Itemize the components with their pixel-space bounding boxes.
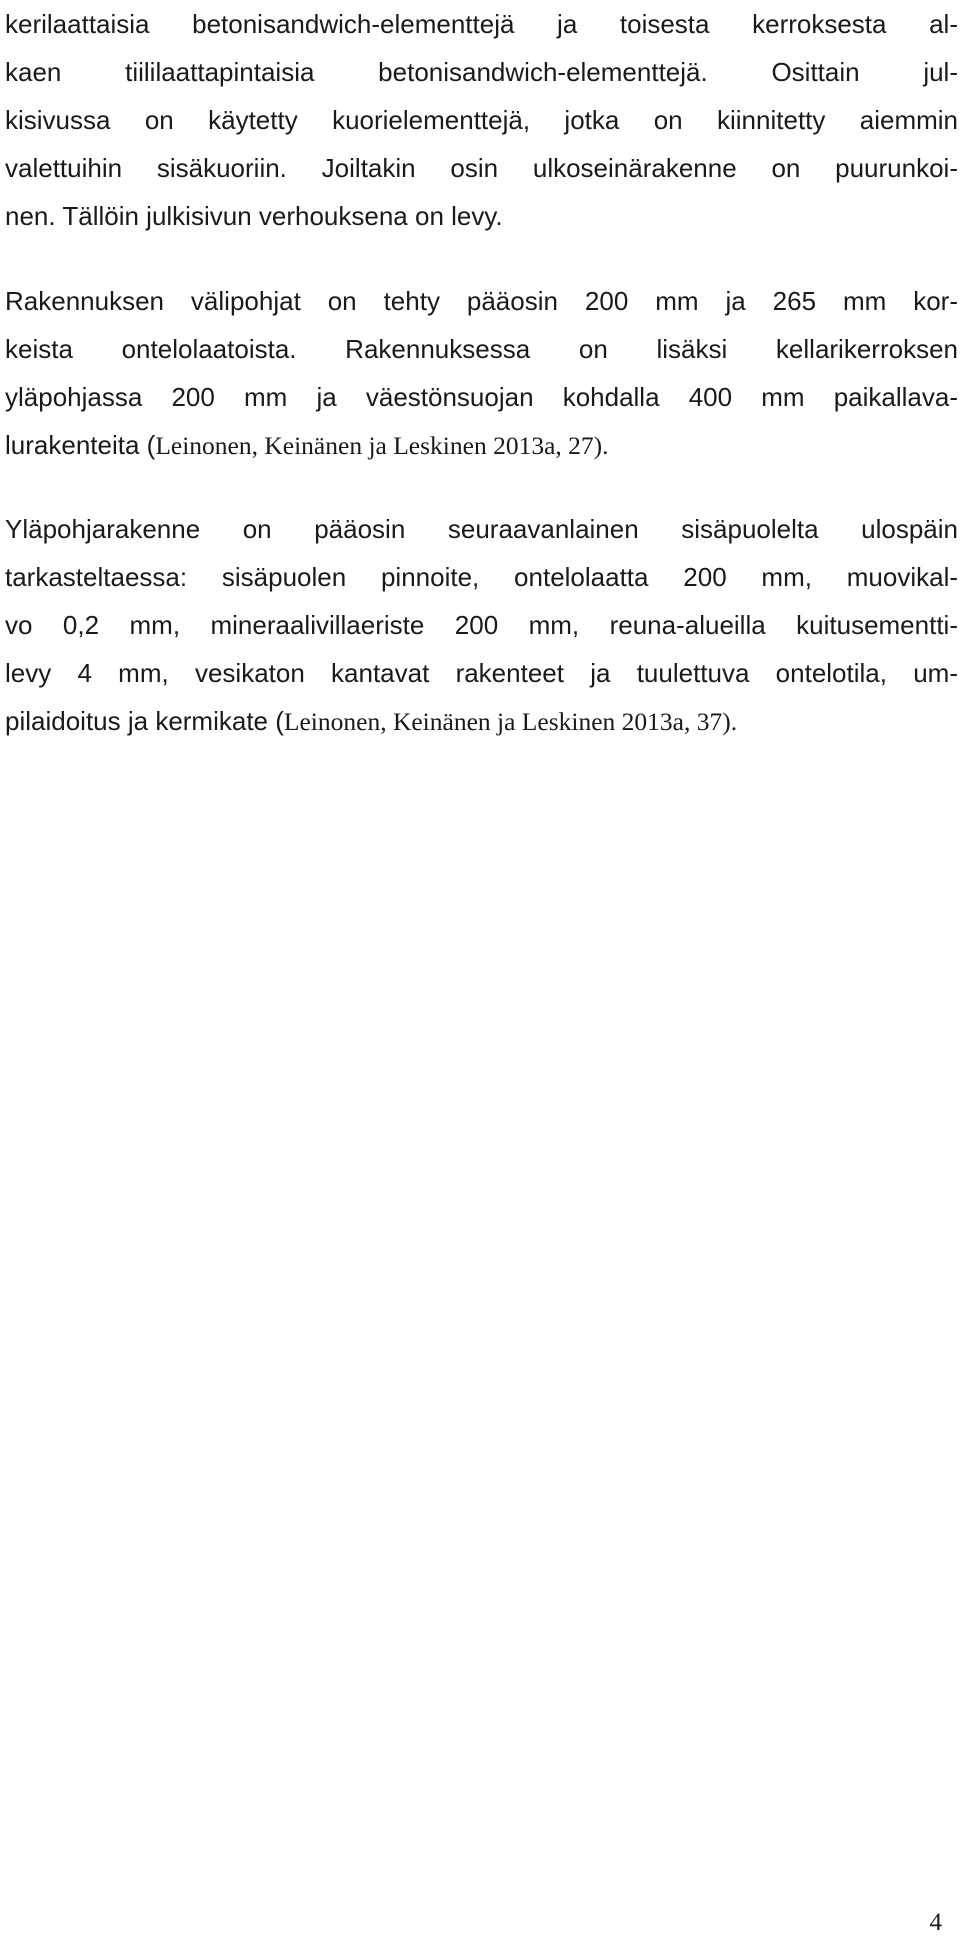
paragraph-line <box>5 698 958 744</box>
line-text: lurakenteita ( <box>5 430 156 460</box>
paragraph-line: Rakennuksen välipohjat on tehty pääosin 200 mm ja 265 mm kor- <box>5 286 958 316</box>
paragraph-line: kaen tiililaattapintaisia betonisandwich-elementtejä. Osittain jul- <box>5 57 958 87</box>
citation: Leinonen, Keinänen ja Leskinen 2013a, 27). <box>155 431 609 460</box>
paragraph-line: levy 4 mm, vesikaton kantavat rakenteet ja tuulettuva ontelotila, um- <box>5 658 958 688</box>
line-text: pilaidoitus ja kermikate ( <box>5 706 284 736</box>
paragraph-line: yläpohjassa 200 mm ja väestönsuojan kohdalla 400 mm paikallava- <box>5 382 958 412</box>
paragraph-line: tarkasteltaessa: sisäpuolen pinnoite, ontelolaatta 200 mm, muovikal- <box>5 562 958 592</box>
citation: Leinonen, Keinänen ja Leskinen 2013a, 37). <box>283 707 738 736</box>
paragraph-line: valettuihin sisäkuoriin. Joiltakin osin ulkoseinärakenne on puurunkoi- <box>5 153 958 183</box>
paragraph-line: vo 0,2 mm, mineraalivillaeriste 200 mm, reuna-alueilla kuitusementti- <box>5 610 958 640</box>
paragraph-line <box>5 422 958 468</box>
paragraph-line: Yläpohjarakenne on pääosin seuraavanlainen sisäpuolelta ulospäin <box>5 514 958 544</box>
paragraph-line: keista ontelolaatoista. Rakennuksessa on lisäksi kellarikerroksen <box>5 334 958 364</box>
page-number: 4 <box>929 1909 942 1936</box>
paragraph-line: kisivussa on käytetty kuorielementtejä, jotka on kiinnitetty aiemmin <box>5 105 958 135</box>
paragraph-line: nen. Tällöin julkisivun verhouksena on levy. <box>5 201 503 231</box>
paragraph-line: kerilaattaisia betonisandwich-elementtejä ja toisesta kerroksesta al- <box>5 9 958 39</box>
